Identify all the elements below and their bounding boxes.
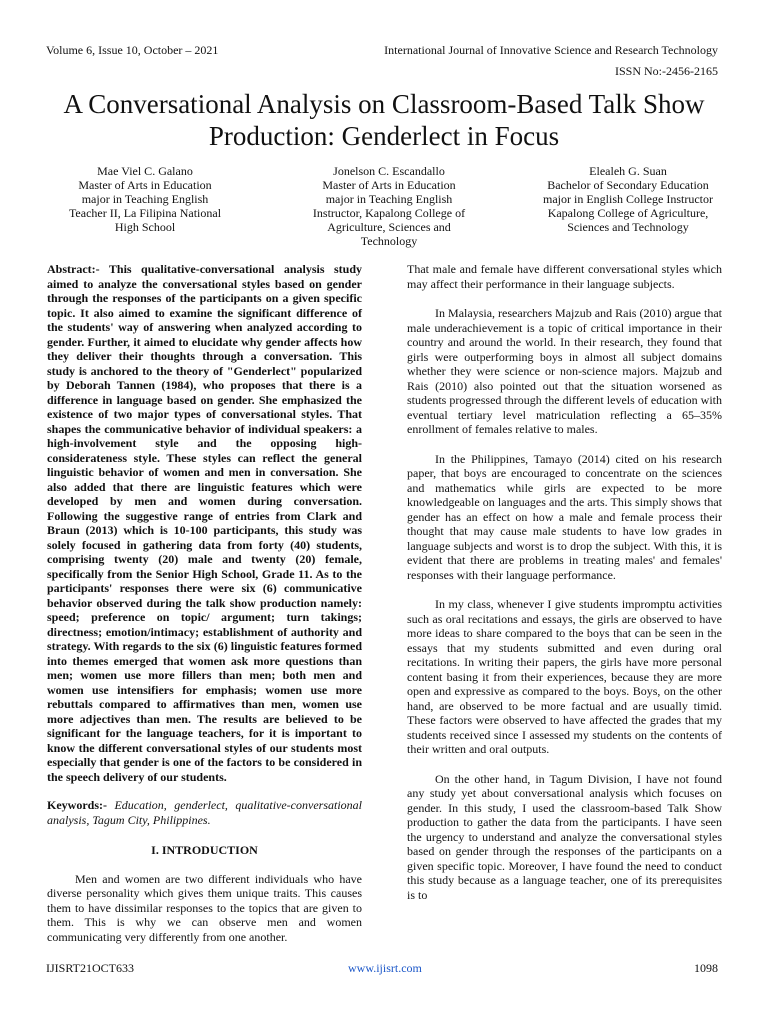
keywords-line [47,798,362,827]
author-affiliation: Sciences and Technology [567,220,689,234]
header-journal: International Journal of Innovative Science and Research Technology [384,43,718,57]
author-block-3 [528,164,728,234]
author-affiliation: High School [114,220,176,234]
author-block-1 [50,164,240,234]
left-column [47,262,362,944]
author-affiliation: major in Teaching English [81,192,209,206]
body-paragraph: In my class, whenever I give students impromptu activities such as oral recitations and essays, the girls are observed to have more ideas to share compared to the boys that can be seen in the essays that my students submitted and even during oral recitations. In writing their papers, the girls have more personal content basing it from their experiences, because they are more open and expressive as compared to the boys. Boys, on the other hand, are observed to be more factual and are usually timid. These factors were observed to have affected the grades that my students received since I assessed my students on the contents of their written and oral outputs. [407,597,722,756]
author-affiliation: Kapalong College of Agriculture, [547,206,709,220]
right-column [407,262,722,902]
author-name: Mae Viel C. Galano [97,164,193,178]
keywords-label: Keywords:- [47,798,107,812]
body-paragraph: That male and female have different conversational styles which may affect their performance in their language subjects. [407,262,722,291]
author-affiliation: Agriculture, Sciences and [327,220,451,234]
paper-title: A Conversational Analysis on Classroom-Based Talk Show Production: Genderlect in Focus [63,89,705,151]
header-issn: ISSN No:-2456-2165 [614,64,718,78]
author-affiliation: Technology [360,234,418,248]
keywords-text: Education, genderlect, qualitative-conversational analysis, Tagum City, Philippines. [47,798,363,827]
author-affiliation: major in English College Instructor [543,192,713,206]
footer-website-link[interactable]: www.ijisrt.com [348,961,422,975]
intro-paragraph: Men and women are two different individuals who have diverse personality which gives them unique traits. This causes them to have dissimilar responses to the topics that are given to them. This is why we can observe men and women communicating very differently from one another. [47,871,362,944]
author-affiliation: Teacher II, La Filipina National [68,206,222,220]
body-paragraph: On the other hand, in Tagum Division, I have not found any study yet about conversational analysis which focuses on gender. In this study, I used the classroom-based Talk Show production to gather the data from the participants. I have seen the urgency to understand and analyze the conversational styles based on gender through the responses of the participants on a given specific topic. Moreover, I have found the need to conduct this study because as a language teacher, one of its prerequisites is to [407,771,722,902]
author-affiliation: major in Teaching English [325,192,453,206]
author-affiliation: Instructor, Kapalong College of [312,206,466,220]
body-paragraph: In Malaysia, researchers Majzub and Rais (2010) argue that male underachievement is a topic of critical importance in their country and around the world. In their research, they found that girls were outperforming boys in almost all subject domains whether they were science or non-science majors. Majzub and Rais (2010) also pointed out that the situation worsened as students progressed through the different levels of education with eventual tertiary level matriculation reflecting a 65–35% enrollment of females relative to males. [407,306,722,436]
author-affiliation: Master of Arts in Education [78,178,212,192]
header-volume: Volume 6, Issue 10, October – 2021 [46,43,219,57]
footer-page-number: 1098 [694,961,718,975]
footer-paper-code: IJISRT21OCT633 [46,961,134,975]
section-heading-introduction: I. INTRODUCTION [151,843,258,857]
abstract-paragraph: Abstract:- This qualitative-conversational analysis study aimed to analyze the conversational styles based on gender through the responses of the participants on a given specific topic. It also aimed to examine the significant difference of the students' way of answering when analyzed according to gender. Further, it aimed to elucidate why gender affects how they deliver their thoughts through a conversation. This study is anchored to the theory of "Genderlect" popularized by Deborah Tannen (1984), who proposes that there is a difference in language based on gender. She emphasized the existence of two major types of conversational styles. That shapes the communicative behavior of individual speakers: a high-involvement style and the opposing high-considerateness style. These styles can reflect the general linguistic behavior of women and men in conversation. She also added that there are linguistic features which were developed by men and women during conversation. Following the suggestive range of entries from Clark and Braun (2013) which is 10-100 participants, this study was solely focused in gathering data from forty (40) students, comprising twenty (20) male and twenty (20) female, specifically from the Senior High School, Grade 11. As to the participants' responses there were six (6) communicative behavior observed during the talk show production namely: speed; preference on topic/ argument; turn takings; directness; emotion/intimacy; establishment of authority and strategy. With regards to the six (6) linguistic features formed into themes emerged that women ask more questions than men; women use more fillers than men; both men and women use intensifiers for emphasis; women use more rebuttals compared to affirmatives than men, women use more adjectives than men. The results are believed to be significant for the language teachers, for it is important to know the different conversational styles of our students most especially that gender is one of the factors to be considered in the speech delivery of our students. [47,262,362,784]
author-name: Jonelson C. Escandallo [333,164,445,178]
author-affiliation: Master of Arts in Education [322,178,456,192]
author-block-2 [295,164,483,248]
author-affiliation: Bachelor of Secondary Education [547,178,709,192]
body-paragraph: In the Philippines, Tamayo (2014) cited on his research paper, that boys are encouraged to concentrate on the sciences and mathematics while girls are expected to be more knowledgeable on languages and the arts. This simply shows that gender has an effect on how a male and female process their thought that may cause male students to have low grades in language subjects and worst is to drop the subject. With this, it is evident that there are problems in treating males' and females' responses with their language performance. [407,451,722,582]
author-name: Elealeh G. Suan [589,164,667,178]
